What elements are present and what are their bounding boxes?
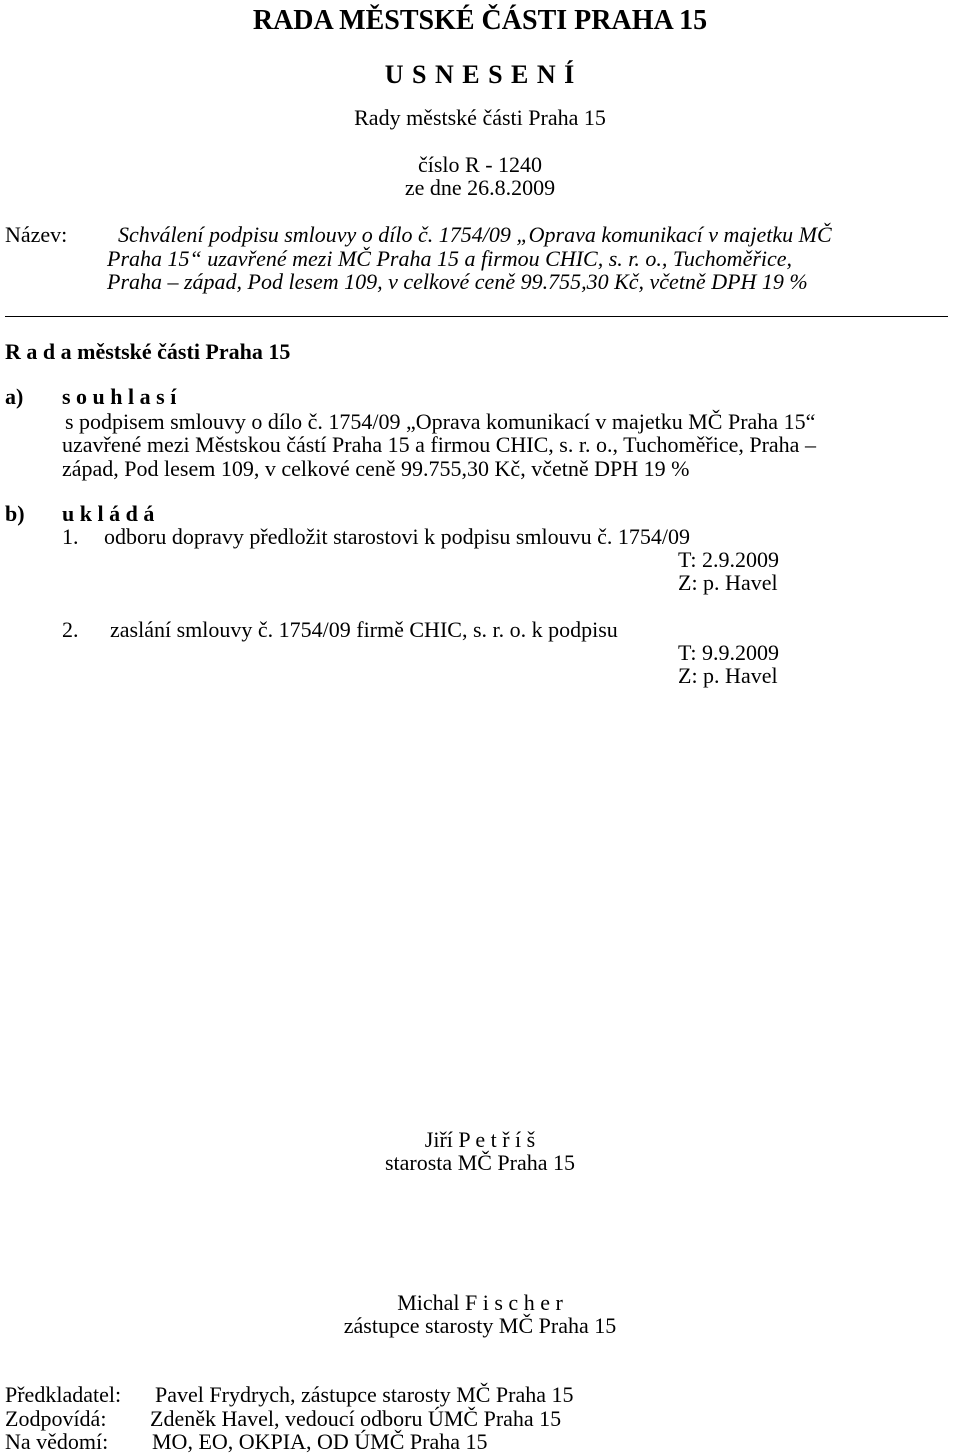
name-line-2: Praha 15“ uzavřené mezi MČ Praha 15 a firmou CHIC, s. r. o., Tuchoměřice,	[107, 246, 793, 271]
section-a-label: a)	[5, 384, 24, 409]
council-heading: R a d a městské části Praha 15	[5, 339, 291, 364]
name-label: Název:	[5, 222, 68, 247]
section-a-line-3: západ, Pod lesem 109, v celkové ceně 99.755,30 Kč, včetně DPH 19 %	[62, 456, 690, 481]
notified-value: MO, EO, OKPIA, OD ÚMČ Praha 15	[152, 1429, 488, 1454]
section-a-line-1: s podpisem smlouvy o dílo č. 1754/09 „Oprava komunikací v majetku MČ Praha 15“	[65, 409, 816, 434]
signature-deputy-role: zástupce starosty MČ Praha 15	[343, 1313, 617, 1338]
task-1-number: 1.	[62, 524, 79, 549]
signature-deputy-name: Michal F i s c h e r	[397, 1290, 563, 1315]
responsible-value: Zdeněk Havel, vedoucí odboru ÚMČ Praha 15	[150, 1406, 562, 1431]
section-b-label: b)	[5, 501, 25, 526]
section-b-verb: u k l á d á	[62, 501, 155, 526]
task-1-text: odboru dopravy předložit starostovi k podpisu smlouvu č. 1754/09	[104, 524, 690, 549]
submitter-label: Předkladatel:	[5, 1382, 122, 1407]
name-line-3: Praha – západ, Pod lesem 109, v celkové ceně 99.755,30 Kč, včetně DPH 19 %	[107, 269, 808, 294]
task-1-responsible: Z: p. Havel	[678, 570, 778, 595]
document-title: RADA MĚSTSKÉ ČÁSTI PRAHA 15	[252, 5, 708, 36]
task-1-deadline: T: 2.9.2009	[678, 547, 779, 572]
responsible-label: Zodpovídá:	[5, 1406, 107, 1431]
submitter-value: Pavel Frydrych, zástupce starosty MČ Praha 15	[155, 1382, 574, 1407]
signature-mayor-role: starosta MČ Praha 15	[384, 1150, 576, 1175]
section-a-verb: s o u h l a s í	[62, 384, 177, 409]
signature-mayor-name: Jiří P e t ř í š	[424, 1127, 536, 1152]
section-a-line-2: uzavřené mezi Městskou částí Praha 15 a firmou CHIC, s. r. o., Tuchoměřice, Praha –	[62, 432, 816, 457]
task-2-text: zaslání smlouvy č. 1754/09 firmě CHIC, s. r. o. k podpisu	[110, 617, 618, 642]
separator-line	[5, 316, 948, 317]
resolution-date: ze dne 26.8.2009	[404, 175, 556, 200]
task-2-deadline: T: 9.9.2009	[678, 640, 779, 665]
notified-label: Na vědomí:	[5, 1429, 109, 1454]
resolution-number: číslo R - 1240	[417, 152, 543, 177]
resolution-heading: U S N E S E N Í	[384, 60, 576, 89]
name-line-1: Schválení podpisu smlouvy o dílo č. 1754/09 „Oprava komunikací v majetku MČ	[118, 222, 832, 247]
issuing-body: Rady městské části Praha 15	[354, 105, 606, 130]
task-2-responsible: Z: p. Havel	[678, 663, 778, 688]
task-2-number: 2.	[62, 617, 79, 642]
